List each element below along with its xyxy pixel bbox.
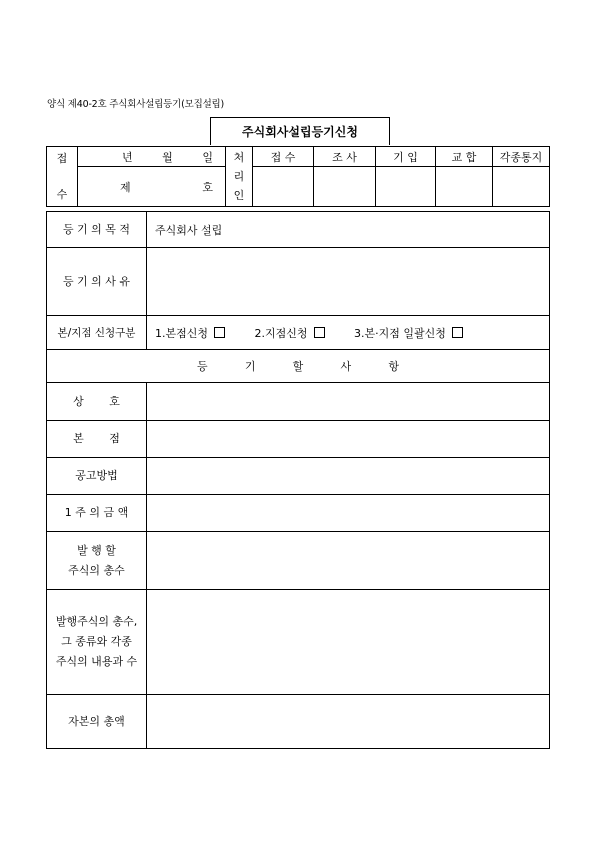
col-header-jeopsu: 접 수: [253, 147, 314, 167]
head-office-field[interactable]: [147, 421, 550, 458]
par-value-label: 1 주 의 금 액: [47, 495, 147, 532]
option-both-label: 3.본·지점 일괄신청: [354, 326, 446, 340]
branch-type-label: 본/지점 신청구분: [47, 316, 147, 350]
purpose-label: 등 기 의 목 적: [47, 212, 147, 248]
receipt-no-je: 제: [120, 180, 131, 194]
col-header-josa: 조 사: [314, 147, 376, 167]
section-header-char: 기: [244, 360, 256, 373]
year-label: 년: [122, 150, 133, 164]
option-both-checkbox[interactable]: [452, 327, 463, 338]
receipt-label-su: 수: [56, 187, 68, 201]
section-header-char: 할: [292, 360, 304, 373]
section-header-char: 등: [197, 360, 208, 373]
authorized-shares-label: 발 행 할 주식의 총수: [47, 532, 147, 590]
form-number-label: 양식 제40-2호 주식회사설립등기(모집설립): [47, 99, 225, 110]
reason-label: 등 기 의 사 유: [47, 248, 147, 316]
option-branch-checkbox[interactable]: [314, 327, 325, 338]
branch-type-options: [147, 316, 550, 350]
reason-field[interactable]: [147, 248, 550, 316]
day-label: 일: [202, 150, 213, 164]
option-branch-label: 2.지점신청: [254, 326, 308, 340]
notice-method-label: 공고방법: [47, 458, 147, 495]
col-header-notice: 각종통지: [493, 147, 550, 167]
processor-label-in: 인: [233, 189, 245, 202]
issued-shares-field[interactable]: [147, 590, 550, 695]
registration-table: [46, 211, 550, 749]
receipt-label-jeop: 접: [56, 151, 68, 165]
jeopsu-stamp-cell[interactable]: [253, 167, 314, 207]
capital-label: 자본의 총액: [47, 695, 147, 749]
purpose-value[interactable]: 주식회사 설립: [147, 212, 550, 248]
giip-stamp-cell[interactable]: [376, 167, 436, 207]
issued-shares-label: 발행주식의 총수, 그 종류와 각종 주식의 내용과 수: [47, 590, 147, 695]
josa-stamp-cell[interactable]: [314, 167, 376, 207]
date-cell: [78, 147, 226, 167]
gyohap-stamp-cell[interactable]: [436, 167, 493, 207]
processor-label-ri: 리: [233, 170, 245, 183]
receipt-table: [46, 146, 550, 207]
option-head-office-label: 1.본점신청: [155, 326, 208, 340]
receipt-no-ho: 호: [202, 180, 213, 194]
trade-name-label: 상 호: [47, 383, 147, 421]
section-header-char: 항: [388, 360, 399, 373]
trade-name-field[interactable]: [147, 383, 550, 421]
section-header: [47, 350, 550, 383]
receipt-header-cell: [47, 147, 78, 207]
receipt-number-cell: [78, 167, 226, 207]
month-label: 월: [162, 150, 173, 164]
processor-label-cheo: 처: [233, 151, 245, 164]
form-title: 주식회사설립등기신청: [210, 117, 390, 145]
head-office-label: 본 점: [47, 421, 147, 458]
option-head-office-checkbox[interactable]: [214, 327, 225, 338]
notice-stamp-cell[interactable]: [493, 167, 550, 207]
authorized-shares-field[interactable]: [147, 532, 550, 590]
col-header-giip: 기 입: [376, 147, 436, 167]
section-header-char: 사: [340, 360, 352, 373]
capital-field[interactable]: [147, 695, 550, 749]
col-header-gyohap: 교 합: [436, 147, 493, 167]
processor-header-cell: [226, 147, 253, 207]
par-value-field[interactable]: [147, 495, 550, 532]
notice-method-field[interactable]: [147, 458, 550, 495]
